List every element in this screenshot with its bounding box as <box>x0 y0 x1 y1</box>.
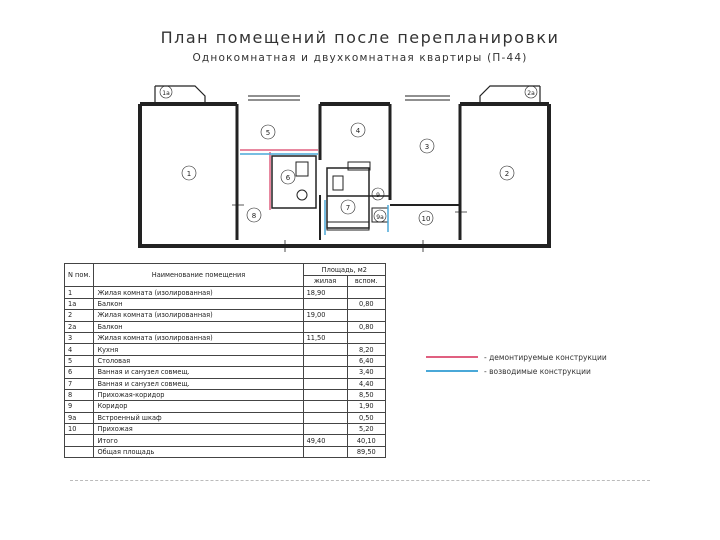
row-num: 3 <box>65 332 94 343</box>
table-row <box>65 355 386 366</box>
row-name: Коридор <box>94 401 303 412</box>
col-living-header: жилая <box>303 276 347 287</box>
row-num: 2а <box>65 321 94 332</box>
overall-label: Общая площадь <box>94 446 303 457</box>
table-row <box>65 344 386 355</box>
legend-erected-line <box>426 370 478 375</box>
row-name: Ванная и санузел совмещ. <box>94 367 303 378</box>
room-label-2a: 2а <box>527 90 535 97</box>
table-row <box>65 378 386 389</box>
room-table <box>64 263 386 458</box>
row-living <box>303 401 347 412</box>
row-living <box>303 298 347 309</box>
row-num: 10 <box>65 424 94 435</box>
room-label-10: 10 <box>421 215 431 223</box>
legend-demolished-line <box>426 356 478 361</box>
room-label-1a: 1а <box>162 90 170 97</box>
total-label: Итого <box>94 435 303 446</box>
row-living <box>303 424 347 435</box>
col-area-header: Площадь, м2 <box>303 264 385 276</box>
row-num: 9а <box>65 412 94 423</box>
row-living <box>303 389 347 400</box>
row-name: Балкон <box>94 298 303 309</box>
row-name: Жилая комната (изолированная) <box>94 332 303 343</box>
table-row <box>65 424 386 435</box>
col-name-header: Наименование помещения <box>94 264 303 287</box>
table-row <box>65 332 386 343</box>
row-aux <box>347 310 385 321</box>
room-label-4: 4 <box>355 127 361 135</box>
row-name: Прихожая-коридор <box>94 389 303 400</box>
row-num: 2 <box>65 310 94 321</box>
row-living: 11,50 <box>303 332 347 343</box>
table-row <box>65 367 386 378</box>
room-label-7: 7 <box>345 204 351 212</box>
row-aux <box>347 332 385 343</box>
row-num: 7 <box>65 378 94 389</box>
row-name: Столовая <box>94 355 303 366</box>
room-label-9a: 9а <box>376 214 384 221</box>
row-name: Жилая комната (изолированная) <box>94 287 303 298</box>
row-name: Балкон <box>94 321 303 332</box>
total-living: 49,40 <box>303 435 347 446</box>
row-aux <box>347 287 385 298</box>
row-living <box>303 367 347 378</box>
footer-divider <box>70 480 650 481</box>
row-living <box>303 378 347 389</box>
table-row <box>65 401 386 412</box>
row-name: Кухня <box>94 344 303 355</box>
room-label-8: 8 <box>251 212 257 220</box>
row-aux: 8,50 <box>347 389 385 400</box>
row-aux: 0,80 <box>347 321 385 332</box>
plan-title: План помещений после перепланировки <box>160 28 560 47</box>
floor-plan <box>0 0 720 260</box>
room-label-1: 1 <box>186 170 192 178</box>
table-row <box>65 321 386 332</box>
room-label-3: 3 <box>424 143 430 151</box>
row-living: 19,00 <box>303 310 347 321</box>
row-name: Ванная и санузел совмещ. <box>94 378 303 389</box>
row-aux: 6,40 <box>347 355 385 366</box>
table-row <box>65 412 386 423</box>
row-living <box>303 321 347 332</box>
row-aux: 1,90 <box>347 401 385 412</box>
total-aux: 40,10 <box>347 435 385 446</box>
row-num: 8 <box>65 389 94 400</box>
row-name: Прихожая <box>94 424 303 435</box>
plan-subtitle: Однокомнатная и двухкомнатная квартиры (П-44) <box>192 52 528 64</box>
room-label-9: 9 <box>376 192 380 199</box>
row-name: Жилая комната (изолированная) <box>94 310 303 321</box>
row-num: 5 <box>65 355 94 366</box>
row-num: 9 <box>65 401 94 412</box>
row-living <box>303 412 347 423</box>
row-num: 4 <box>65 344 94 355</box>
row-aux: 5,20 <box>347 424 385 435</box>
row-living <box>303 355 347 366</box>
col-num-header: N пом. <box>65 264 94 287</box>
overall-value: 89,50 <box>347 446 385 457</box>
table-row <box>65 298 386 309</box>
legend-erected: - возводимые конструкции <box>484 367 591 376</box>
room-label-5: 5 <box>265 129 271 137</box>
row-aux: 3,40 <box>347 367 385 378</box>
table-row <box>65 287 386 298</box>
row-living: 18,90 <box>303 287 347 298</box>
row-aux: 0,50 <box>347 412 385 423</box>
row-living <box>303 344 347 355</box>
row-num: 6 <box>65 367 94 378</box>
legend-demolished: - демонтируемые конструкции <box>484 353 607 362</box>
row-aux: 4,40 <box>347 378 385 389</box>
table-row <box>65 310 386 321</box>
room-label-6: 6 <box>285 174 291 182</box>
row-aux: 8,20 <box>347 344 385 355</box>
room-label-2: 2 <box>504 170 510 178</box>
row-name: Встроенный шкаф <box>94 412 303 423</box>
row-num: 1а <box>65 298 94 309</box>
table-row <box>65 389 386 400</box>
row-num: 1 <box>65 287 94 298</box>
row-aux: 0,80 <box>347 298 385 309</box>
col-aux-header: вспом. <box>347 276 385 287</box>
